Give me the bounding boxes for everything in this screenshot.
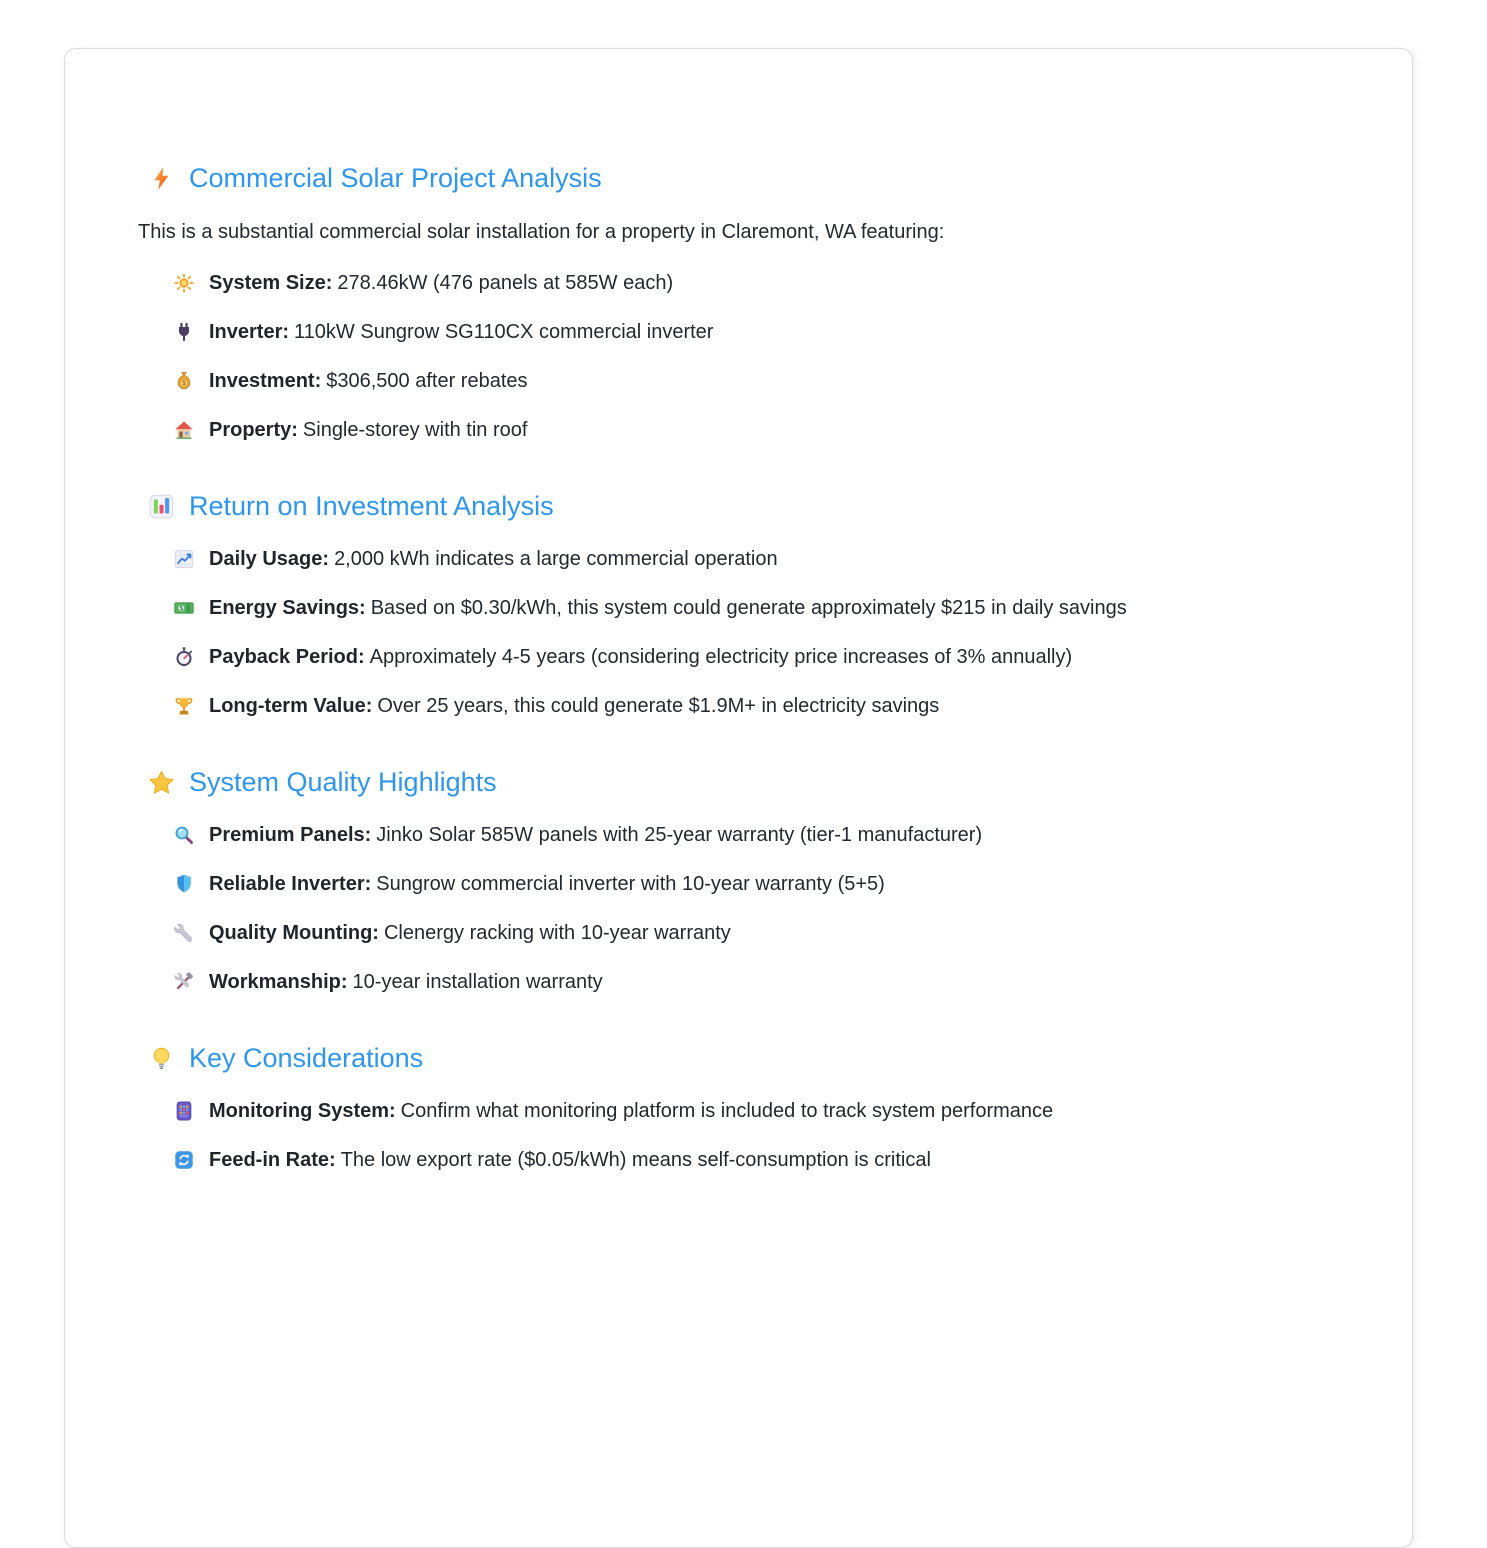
- list-item: [173, 691, 1339, 721]
- item-text: Sungrow commercial inverter with 10-year warranty (5+5): [376, 873, 885, 895]
- plug-icon: [173, 321, 195, 343]
- item-label: Property:: [209, 419, 298, 441]
- bar-chart-icon: [148, 493, 175, 520]
- chart-increasing-icon: [173, 548, 195, 570]
- calculator-icon: [173, 1100, 195, 1122]
- wrench-icon: [173, 922, 195, 944]
- item-label: Energy Savings:: [209, 597, 366, 619]
- section-title-text: System Quality Highlights: [189, 767, 497, 797]
- list-item: [173, 415, 1339, 445]
- analysis-card: [64, 48, 1413, 1548]
- shield-icon: [173, 873, 195, 895]
- section-title-roi: [138, 489, 1339, 523]
- item-text: Confirm what monitoring platform is included to track system performance: [400, 1100, 1054, 1122]
- item-label: Workmanship:: [209, 971, 348, 993]
- money-bag-icon: [173, 370, 195, 392]
- list-item: [173, 1096, 1339, 1126]
- svg-text:$: $: [182, 380, 186, 388]
- considerations-list: [138, 1096, 1339, 1175]
- list-item: [173, 544, 1339, 574]
- item-label: System Size:: [209, 272, 333, 294]
- section-title-text: Commercial Solar Project Analysis: [189, 163, 602, 193]
- list-item: [173, 869, 1339, 899]
- list-item: [173, 1145, 1339, 1175]
- item-text: 2,000 kWh indicates a large commercial operation: [334, 548, 778, 570]
- roi-list: [138, 544, 1339, 721]
- house-icon: [173, 419, 195, 441]
- item-text: 10-year installation warranty: [352, 971, 603, 993]
- item-label: Quality Mounting:: [209, 922, 379, 944]
- item-text: $306,500 after rebates: [326, 370, 528, 392]
- list-item: [173, 642, 1339, 672]
- list-item: [173, 366, 1339, 396]
- item-text: Single-storey with tin roof: [302, 419, 528, 441]
- hammer-wrench-icon: [173, 971, 195, 993]
- list-item: [173, 918, 1339, 948]
- item-text: Jinko Solar 585W panels with 25-year warranty (tier-1 manufacturer): [376, 824, 983, 846]
- item-text: The low export rate ($0.05/kWh) means self-consumption is critical: [340, 1149, 931, 1171]
- lightning-icon: [148, 165, 175, 192]
- arrows-cycle-icon: [173, 1149, 195, 1171]
- item-label: Monitoring System:: [209, 1100, 396, 1122]
- item-text: 110kW Sungrow SG110CX commercial inverter: [294, 321, 714, 343]
- item-text: Over 25 years, this could generate $1.9M+ in electricity savings: [377, 695, 940, 717]
- section-title-text: Key Considerations: [189, 1043, 424, 1073]
- item-label: Long-term Value:: [209, 695, 373, 717]
- quality-list: [138, 820, 1339, 997]
- list-item: [173, 820, 1339, 850]
- item-label: Premium Panels:: [209, 824, 372, 846]
- light-bulb-icon: [148, 1045, 175, 1072]
- intro-paragraph: This is a substantial commercial solar installation for a property in Claremont, WA featuring:: [138, 221, 945, 243]
- sun-icon: [173, 272, 195, 294]
- section-title-quality: [138, 765, 1339, 799]
- dollar-banknote-icon: [173, 597, 195, 619]
- item-text: Clenergy racking with 10-year warranty: [383, 922, 731, 944]
- item-label: Reliable Inverter:: [209, 873, 372, 895]
- section-title-text: Return on Investment Analysis: [189, 491, 554, 521]
- stopwatch-icon: [173, 646, 195, 668]
- overview-list: [138, 268, 1339, 445]
- item-text: Based on $0.30/kWh, this system could generate approximately $215 in daily savings: [370, 597, 1127, 619]
- list-item: [173, 967, 1339, 997]
- item-label: Payback Period:: [209, 646, 365, 668]
- item-label: Investment:: [209, 370, 322, 392]
- list-item: [173, 268, 1339, 298]
- list-item: [173, 317, 1339, 347]
- trophy-icon: [173, 695, 195, 717]
- section-title-considerations: [138, 1041, 1339, 1075]
- star-icon: [148, 769, 175, 796]
- svg-text:$: $: [179, 606, 183, 613]
- item-text: 278.46kW (476 panels at 585W each): [337, 272, 674, 294]
- list-item: [173, 593, 1339, 623]
- magnifier-icon: [173, 824, 195, 846]
- item-text: Approximately 4-5 years (considering electricity price increases of 3% annually): [369, 646, 1073, 668]
- item-label: Inverter:: [209, 321, 290, 343]
- section-title-project-analysis: [138, 161, 1339, 195]
- item-label: Feed-in Rate:: [209, 1149, 336, 1171]
- item-label: Daily Usage:: [209, 548, 330, 570]
